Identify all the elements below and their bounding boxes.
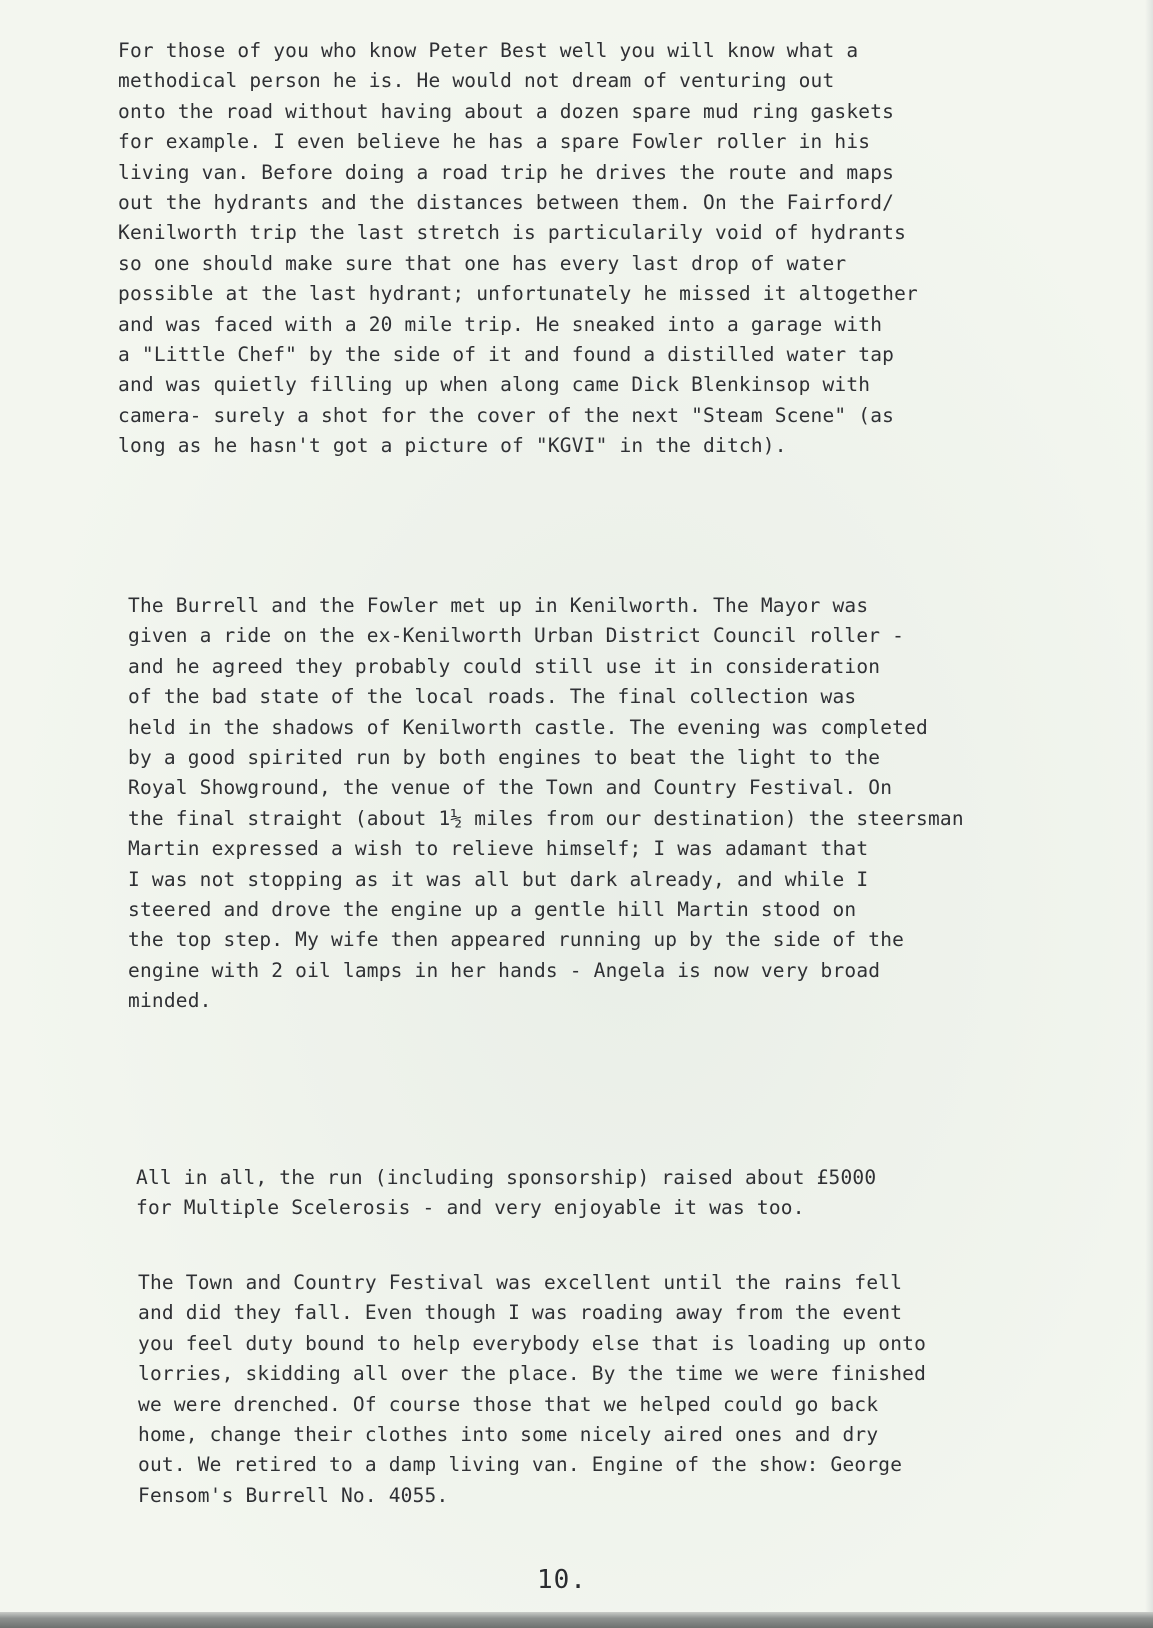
text-line: The Burrell and the Fowler met up in Kenilworth. The Mayor was <box>128 594 869 617</box>
text-line: Royal Showground, the venue of the Town and Country Festival. On <box>128 776 893 800</box>
text-line: and he agreed they probably could still use it in consideration <box>128 654 881 678</box>
text-line: and was faced with a 20 mile trip. He sneaked into a garage with <box>118 312 883 336</box>
paragraph-fundraising-total <box>136 1163 876 1224</box>
text-line: by a good spirited run by both engines to beat the light to the <box>128 746 881 770</box>
text-line: of the bad state of the local roads. The final collection was <box>128 685 857 709</box>
text-line: For those of you who know Peter Best well you will know what a <box>118 39 859 62</box>
text-line: long as he hasn't got a picture of "KGVI" in the ditch). <box>118 434 787 458</box>
text-line: and was quietly filling up when along came Dick Blenkinsop with <box>118 373 871 397</box>
text-line: a "Little Chef" by the side of it and found a distilled water tap <box>118 343 895 367</box>
text-line: living van. Before doing a road trip he drives the route and maps <box>118 160 895 184</box>
page-edge-bottom <box>0 1612 1153 1628</box>
text-line: I was not stopping as it was all but dark already, and while I <box>128 867 869 891</box>
paragraph-kenilworth-run <box>128 591 964 1017</box>
text-line: out the hydrants and the distances between them. On the Fairford/ <box>118 191 895 215</box>
text-line: steered and drove the engine up a gentle hill Martin stood on <box>128 898 857 922</box>
text-line: for example. I even believe he has a spare Fowler roller in his <box>118 130 871 154</box>
text-line: camera- surely a shot for the cover of the next "Steam Scene" (as <box>118 403 895 427</box>
text-line: Kenilworth trip the last stretch is particularily void of hydrants <box>118 221 907 245</box>
text-line: lorries, skidding all over the place. By the time we were finished <box>138 1362 927 1386</box>
paragraph-peter-best <box>118 36 918 462</box>
text-line: the final straight (about 1½ miles from our destination) the steersman <box>128 806 964 830</box>
text-line: Fensom's Burrell No. 4055. <box>138 1483 449 1507</box>
text-line: possible at the last hydrant; unfortunately he missed it altogether <box>118 282 918 306</box>
text-line: held in the shadows of Kenilworth castle. The evening was completed <box>128 715 928 739</box>
text-line: home, change their clothes into some nicely aired ones and dry <box>138 1423 879 1447</box>
page-edge-right <box>1145 0 1153 1612</box>
text-line: onto the road without having about a dozen spare mud ring gaskets <box>118 99 895 123</box>
text-line: out. We retired to a damp living van. Engine of the show: George <box>138 1453 903 1477</box>
text-line: so one should make sure that one has every last drop of water <box>118 251 847 275</box>
text-line: you feel duty bound to help everybody else that is loading up onto <box>138 1331 927 1355</box>
text-line: methodical person he is. He would not dream of venturing out <box>118 69 835 93</box>
text-line: for Multiple Scelerosis - and very enjoyable it was too. <box>136 1196 805 1220</box>
text-line: minded. <box>128 989 212 1013</box>
text-line: The Town and Country Festival was excellent until the rains fell <box>138 1271 903 1294</box>
text-line: All in all, the run (including sponsorship) raised about £5000 <box>136 1166 877 1189</box>
text-line: and did they fall. Even though I was roading away from the event <box>138 1301 903 1325</box>
text-line: the top step. My wife then appeared running up by the side of the <box>128 928 905 952</box>
paragraph-town-country-festival <box>138 1268 926 1511</box>
text-line: we were drenched. Of course those that we helped could go back <box>138 1392 879 1416</box>
text-line: given a ride on the ex-Kenilworth Urban District Council roller - <box>128 624 905 648</box>
page-number: 10. <box>537 1565 587 1595</box>
text-line: engine with 2 oil lamps in her hands - Angela is now very broad <box>128 958 881 982</box>
text-line: Martin expressed a wish to relieve himself; I was adamant that <box>128 837 869 861</box>
